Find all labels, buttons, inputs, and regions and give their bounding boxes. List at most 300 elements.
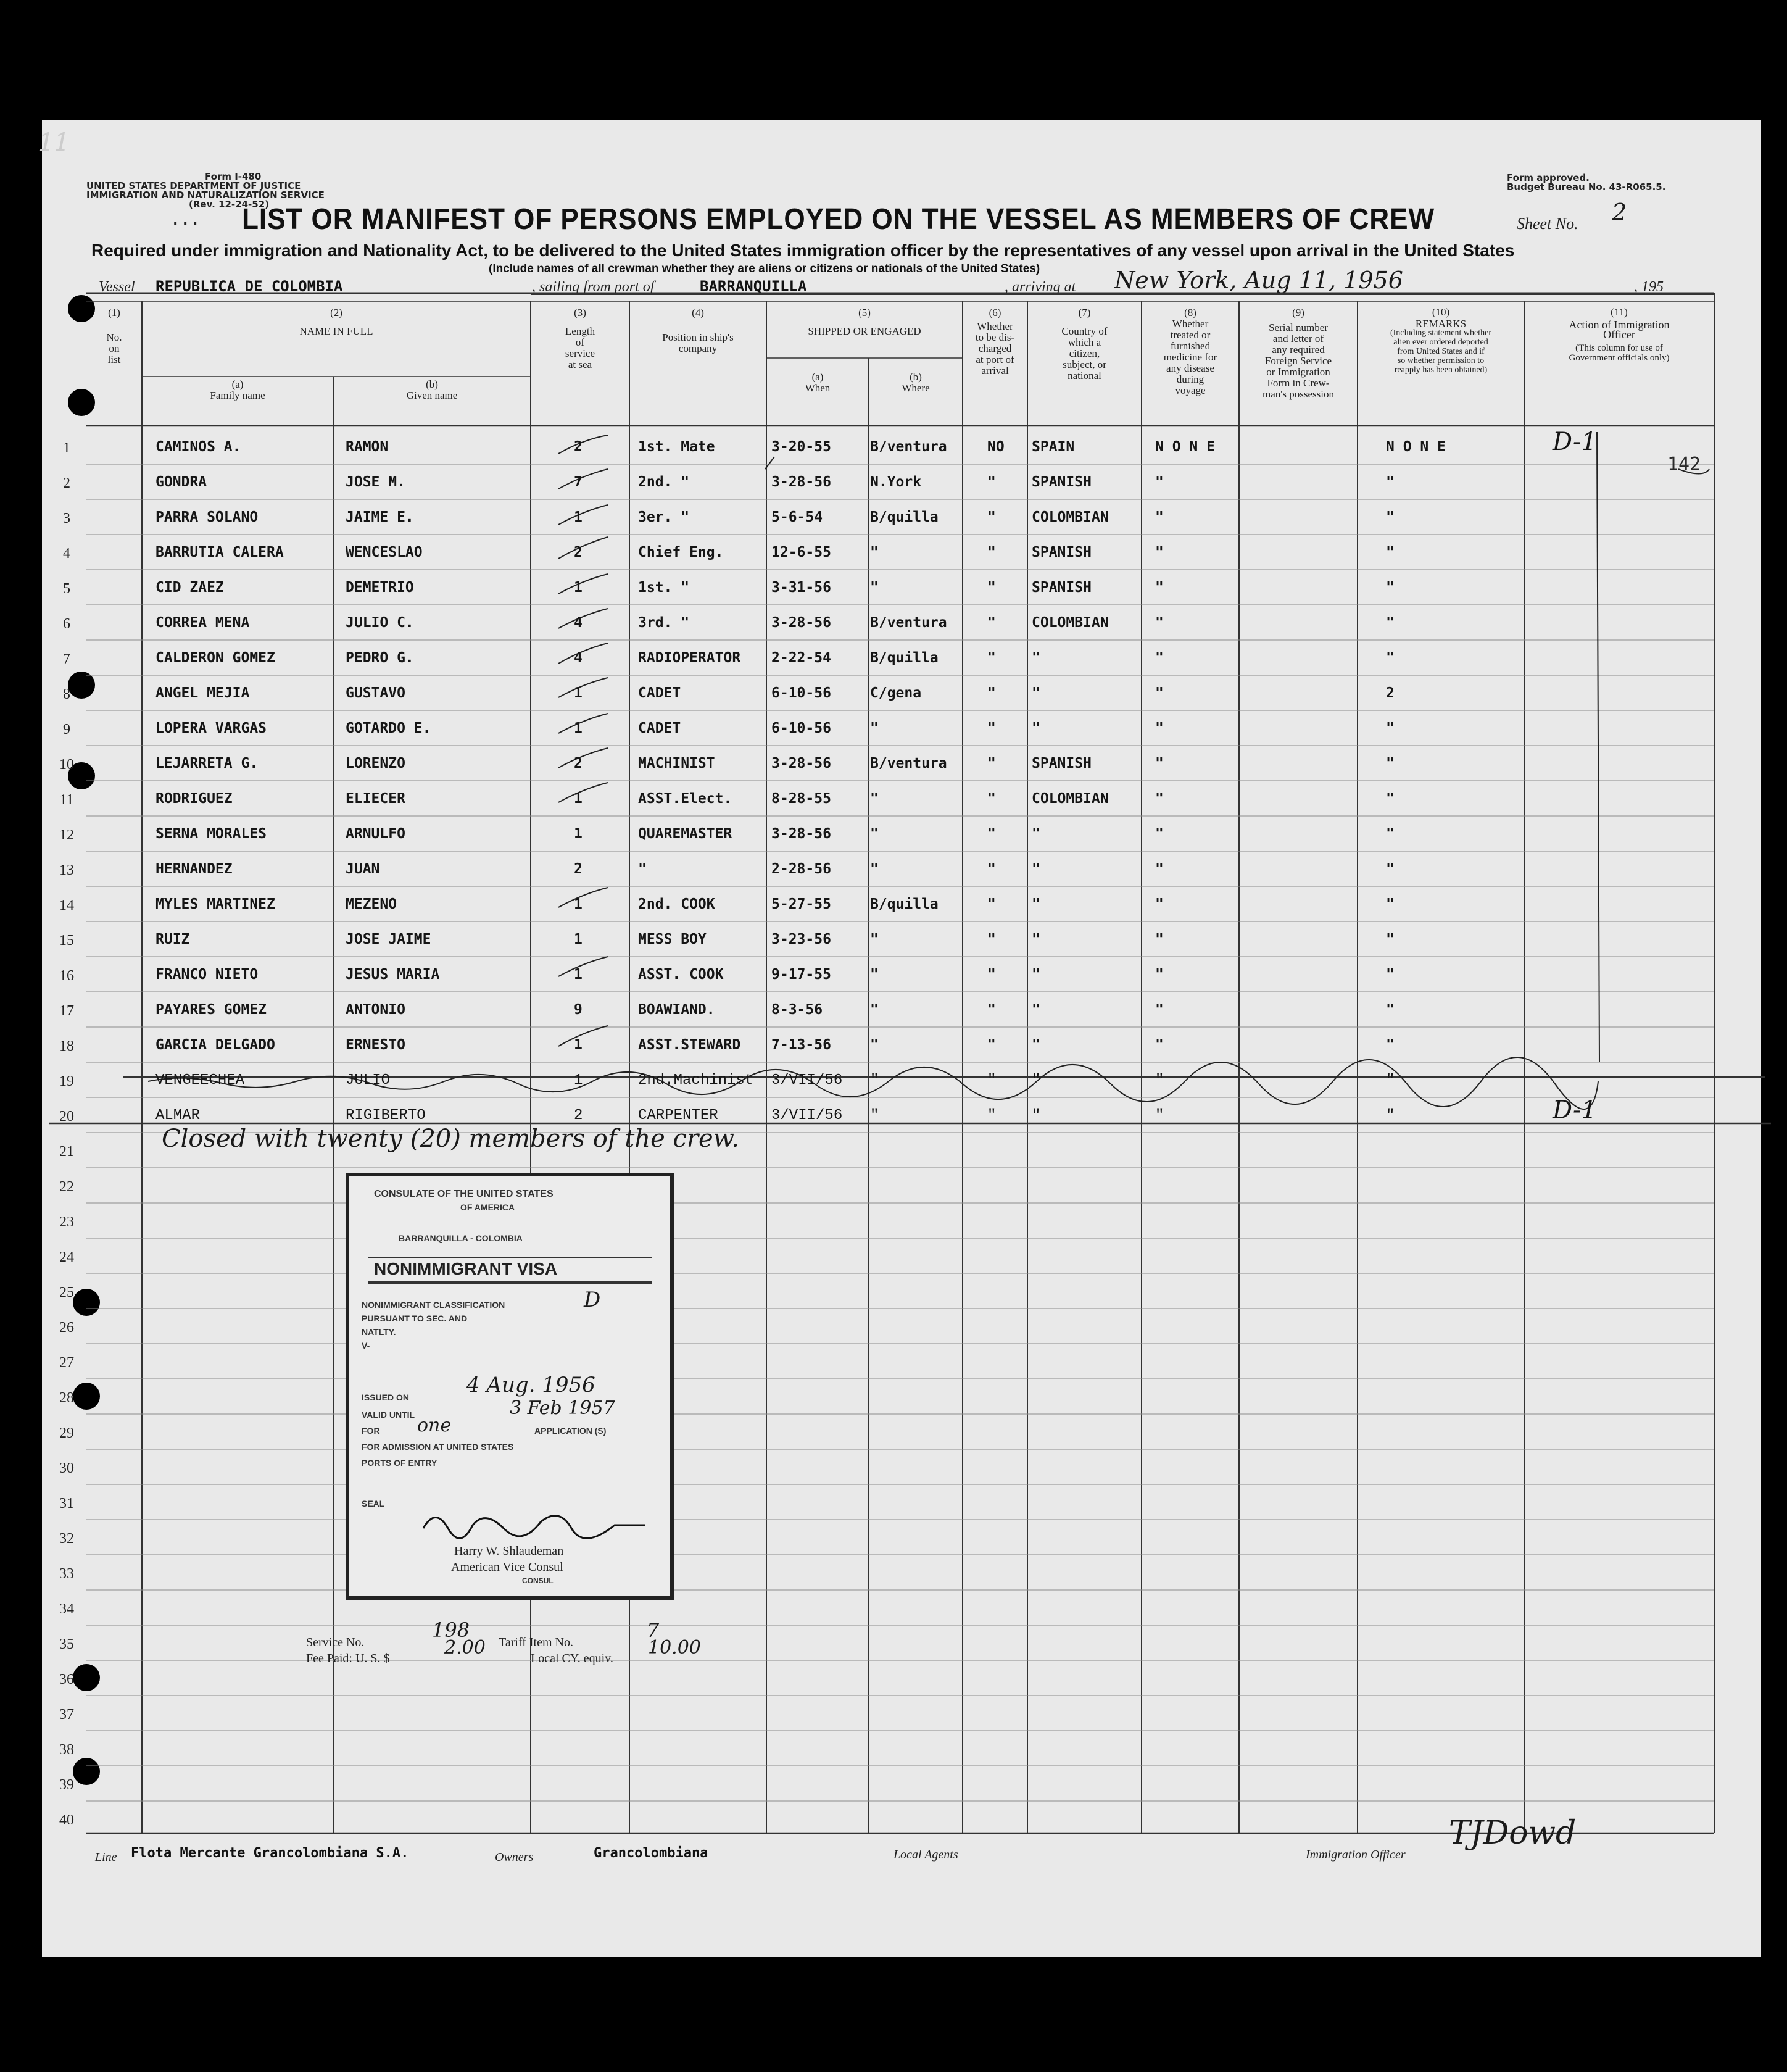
discharged-cell: "	[987, 1002, 996, 1018]
discharged-cell: "	[987, 791, 996, 807]
local-value: 10.00	[648, 1637, 701, 1658]
remarks-cell: "	[1386, 1002, 1395, 1018]
remarks-cell: "	[1386, 544, 1395, 560]
immigration-action-cell: D-1	[1553, 1096, 1597, 1125]
year-label: , 195	[1634, 279, 1664, 295]
country-cell: SPANISH	[1032, 474, 1092, 490]
family-name-cell: ALMAR	[155, 1107, 201, 1124]
position-cell: ASST.Elect.	[638, 791, 732, 807]
service-length-cell: 1	[574, 1072, 583, 1089]
discharged-cell: "	[987, 967, 996, 983]
position-cell: ASST.STEWARD	[638, 1037, 741, 1053]
col-5-header: (5) SHIPPED OR ENGAGED	[808, 307, 921, 337]
remarks-cell: "	[1386, 474, 1395, 490]
discharged-cell: "	[987, 826, 996, 842]
shipped-when-cell: 5-6-54	[771, 509, 823, 525]
issued-value: 4 Aug. 1956	[466, 1373, 595, 1397]
shipped-when-cell: 6-10-56	[771, 720, 831, 736]
shipped-when-cell: 3/VII/56	[771, 1107, 843, 1124]
pursuant-label: PURSUANT TO SEC. AND	[362, 1313, 468, 1323]
treated-cell: "	[1155, 615, 1164, 631]
position-cell: CADET	[638, 720, 681, 736]
remarks-cell: 2	[1386, 685, 1395, 701]
treated-cell: "	[1155, 1037, 1164, 1053]
agency-line-3: (Rev. 12-24-52)	[189, 199, 269, 210]
col-3-header: (3) Length of service at sea	[565, 307, 595, 370]
row-number: 16	[59, 968, 74, 984]
treated-cell: "	[1155, 650, 1164, 666]
family-name-cell: PAYARES GOMEZ	[155, 1002, 267, 1018]
given-name-cell: RIGIBERTO	[346, 1107, 426, 1124]
v-label: V-	[362, 1341, 370, 1350]
family-name-cell: HERNANDEZ	[155, 861, 233, 877]
remarks-cell: "	[1386, 1037, 1395, 1053]
treated-cell: "	[1155, 931, 1164, 947]
shipped-where-cell: B/ventura	[870, 615, 947, 631]
position-cell: Chief Eng.	[638, 544, 724, 560]
row-number: 6	[63, 616, 70, 632]
discharged-cell: "	[987, 685, 996, 701]
row-number: 11	[59, 792, 74, 808]
discharged-cell: "	[987, 755, 996, 772]
agency-line-2: IMMIGRATION AND NATURALIZATION SERVICE	[86, 189, 325, 201]
country-cell: "	[1032, 685, 1040, 701]
line-value: Flota Mercante Grancolombiana S.A.	[131, 1845, 409, 1861]
given-name-cell: JULIO C.	[346, 615, 414, 631]
arriving-value: New York, Aug 11, 1956	[1114, 267, 1403, 294]
row-number: 5	[63, 581, 70, 597]
remarks-cell: N O N E	[1386, 439, 1446, 455]
shipped-where-cell: "	[870, 931, 879, 947]
row-number: 26	[59, 1320, 74, 1336]
col-2-header: (2) NAME IN FULL	[299, 307, 373, 337]
country-cell: COLOMBIAN	[1032, 509, 1109, 525]
family-name-cell: MYLES MARTINEZ	[155, 896, 275, 912]
treated-cell: "	[1155, 580, 1164, 596]
service-length-cell: 1	[574, 791, 583, 807]
valid-value: 3 Feb 1957	[510, 1397, 615, 1419]
col-1-header: (1) No. on list	[106, 307, 122, 365]
given-name-cell: JESUS MARIA	[346, 967, 440, 983]
row-number: 29	[59, 1425, 74, 1441]
family-name-cell: CAMINOS A.	[155, 439, 241, 455]
service-length-cell: 9	[574, 1002, 583, 1018]
row-number: 28	[59, 1390, 74, 1406]
country-cell: "	[1032, 861, 1040, 877]
row-number: 7	[63, 651, 70, 667]
position-cell: CADET	[638, 685, 681, 701]
given-name-cell: JOSE M.	[346, 474, 405, 490]
shipped-where-cell: B/quilla	[870, 509, 939, 525]
row-number: 35	[59, 1636, 74, 1652]
remarks-cell: "	[1386, 615, 1395, 631]
consul-small: CONSUL	[522, 1576, 554, 1585]
seal-label: SEAL	[362, 1499, 385, 1508]
row-number: 25	[59, 1284, 74, 1300]
arriving-label: , arriving at	[1005, 279, 1076, 295]
service-length-cell: 7	[574, 474, 583, 490]
service-length-cell: 2	[574, 1107, 583, 1124]
fee-value: 2.00	[444, 1637, 486, 1658]
discharged-cell: NO	[987, 439, 1005, 455]
row-number: 15	[59, 933, 74, 949]
discharged-cell: "	[987, 720, 996, 736]
discharged-cell: "	[987, 615, 996, 631]
service-length-cell: 2	[574, 861, 583, 877]
col-6-header: (6) Whether to be dis- charged at port of arrival	[975, 307, 1015, 377]
country-cell: SPANISH	[1032, 755, 1092, 772]
remarks-cell: "	[1386, 755, 1395, 772]
treated-cell: "	[1155, 474, 1164, 490]
shipped-where-cell: "	[870, 1072, 879, 1089]
service-length-cell: 1	[574, 1037, 583, 1053]
remarks-cell: "	[1386, 896, 1395, 912]
treated-cell: "	[1155, 826, 1164, 842]
col-2b-header: (b) Given name	[406, 378, 458, 401]
country-cell: COLOMBIAN	[1032, 791, 1109, 807]
shipped-when-cell: 3-28-56	[771, 826, 831, 842]
given-name-cell: ERNESTO	[346, 1037, 405, 1053]
vessel-label: Vessel	[99, 279, 135, 295]
shipped-when-cell: 5-27-55	[771, 896, 831, 912]
consulate-stamp	[346, 1173, 674, 1600]
position-cell: 2nd. "	[638, 474, 690, 490]
family-name-cell: RUIZ	[155, 931, 190, 947]
family-name-cell: RODRIGUEZ	[155, 791, 233, 807]
approval-line-1: Form approved.	[1507, 172, 1590, 183]
row-number: 40	[59, 1812, 74, 1828]
shipped-when-cell: 6-10-56	[771, 685, 831, 701]
agents-label: Local Agents	[894, 1848, 958, 1862]
family-name-cell: PARRA SOLANO	[155, 509, 259, 525]
shipped-where-cell: "	[870, 791, 879, 807]
given-name-cell: MEZENO	[346, 896, 397, 912]
col-9-header: (9) Serial number and letter of any required Foreign Service or Immigration Form in Crew- man's possession	[1263, 307, 1334, 400]
valid-label: VALID UNTIL	[362, 1410, 415, 1420]
position-cell: "	[638, 861, 647, 877]
row-number: 14	[59, 897, 74, 913]
col-5b-header: (b) Where	[902, 371, 930, 394]
side-number: 142	[1667, 454, 1701, 475]
consul-name: Harry W. Shlaudeman	[454, 1544, 564, 1558]
treated-cell: "	[1155, 544, 1164, 560]
col-8-header: (8) Whether treated or furnished medicine for any disease during voyage	[1163, 307, 1217, 396]
treated-cell: "	[1155, 1072, 1164, 1089]
given-name-cell: ANTONIO	[346, 1002, 405, 1018]
admission-label: FOR ADMISSION AT UNITED STATES	[362, 1442, 514, 1452]
given-name-cell: GUSTAVO	[346, 685, 405, 701]
owners-value: Grancolombiana	[594, 1845, 708, 1861]
position-cell: QUAREMASTER	[638, 826, 732, 842]
given-name-cell: JULIO	[346, 1072, 391, 1089]
treated-cell: "	[1155, 967, 1164, 983]
stamp-line-2: OF AMERICA	[460, 1202, 515, 1212]
service-length-cell: 2	[574, 544, 583, 560]
discharged-cell: "	[987, 1037, 996, 1053]
owners-label: Owners	[495, 1850, 534, 1864]
service-length-cell: 1	[574, 896, 583, 912]
closing-note: Closed with twenty (20) members of the crew.	[162, 1125, 739, 1153]
shipped-where-cell: "	[870, 544, 879, 560]
country-cell: SPANISH	[1032, 544, 1092, 560]
remarks-cell: "	[1386, 791, 1395, 807]
position-cell: RADIOPERATOR	[638, 650, 741, 666]
remarks-cell: "	[1386, 580, 1395, 596]
family-name-cell: GONDRA	[155, 474, 207, 490]
visa-title: NONIMMIGRANT VISA	[374, 1259, 558, 1278]
family-name-cell: FRANCO NIETO	[155, 967, 259, 983]
col-5a-header: (a) When	[805, 371, 831, 394]
given-name-cell: GOTARDO E.	[346, 720, 431, 736]
given-name-cell: ARNULFO	[346, 826, 405, 842]
discharged-cell: "	[987, 544, 996, 560]
consul-title: American Vice Consul	[451, 1560, 563, 1574]
treated-cell: "	[1155, 720, 1164, 736]
given-name-cell: PEDRO G.	[346, 650, 414, 666]
country-cell: "	[1032, 650, 1040, 666]
country-cell: "	[1032, 896, 1040, 912]
row-number: 3	[63, 510, 70, 526]
remarks-cell: "	[1386, 861, 1395, 877]
treated-cell: "	[1155, 685, 1164, 701]
natlty-label: NATLTY.	[362, 1327, 396, 1337]
given-name-cell: DEMETRIO	[346, 580, 414, 596]
row-number: 2	[63, 475, 70, 491]
family-name-cell: CORREA MENA	[155, 615, 250, 631]
row-number: 17	[59, 1003, 74, 1019]
country-cell: SPANISH	[1032, 580, 1092, 596]
row-number: 12	[59, 827, 74, 843]
service-length-cell: 1	[574, 580, 583, 596]
row-number: 20	[59, 1109, 74, 1125]
service-length-cell: 1	[574, 685, 583, 701]
country-cell: "	[1032, 1107, 1041, 1124]
service-length-cell: 1	[574, 720, 583, 736]
service-length-cell: 2	[574, 439, 583, 455]
shipped-when-cell: 3-28-56	[771, 755, 831, 772]
service-length-cell: 2	[574, 755, 583, 772]
row-number: 37	[59, 1707, 74, 1723]
row-number: 23	[59, 1214, 74, 1230]
position-cell: ASST. COOK	[638, 967, 724, 983]
position-cell: BOAWIAND.	[638, 1002, 715, 1018]
row-number: 4	[63, 546, 70, 562]
stamp-line-1: CONSULATE OF THE UNITED STATES	[374, 1189, 554, 1199]
shipped-when-cell: 3-31-56	[771, 580, 831, 596]
shipped-when-cell: 2-28-56	[771, 861, 831, 877]
country-cell: "	[1032, 720, 1040, 736]
subtitle-2: (Include names of all crewman whether they are aliens or citizens or nationals of the United States)	[489, 262, 1040, 275]
local-label: Local CY. equiv.	[531, 1652, 613, 1665]
shipped-where-cell: C/gena	[870, 685, 922, 701]
given-name-cell: LORENZO	[346, 755, 405, 772]
col-10-header: (10) REMARKS (Including statement whether alien ever ordered deported from United States and if so whether permission to reapply has been obtained)	[1390, 306, 1492, 375]
class-label: NONIMMIGRANT CLASSIFICATION	[362, 1300, 505, 1310]
row-number: 21	[59, 1144, 74, 1160]
country-cell: "	[1032, 1037, 1040, 1053]
shipped-when-cell: 8-3-56	[771, 1002, 823, 1018]
officer-signature: TJDowd	[1449, 1815, 1577, 1852]
sailing-port: BARRANQUILLA	[700, 278, 807, 295]
family-name-cell: SERNA MORALES	[155, 826, 267, 842]
issued-label: ISSUED ON	[362, 1392, 410, 1402]
family-name-cell: VENGEECHEA	[155, 1072, 245, 1089]
shipped-where-cell: "	[870, 1037, 879, 1053]
position-cell: 2nd.Machinist	[638, 1072, 754, 1089]
country-cell: SPAIN	[1032, 439, 1075, 455]
discharged-cell: "	[987, 474, 996, 490]
row-number: 32	[59, 1531, 74, 1547]
shipped-where-cell: "	[870, 1002, 879, 1018]
remarks-cell: "	[1386, 1072, 1395, 1089]
discharged-cell: "	[987, 931, 996, 947]
service-length-cell: 1	[574, 826, 583, 842]
position-cell: CARPENTER	[638, 1107, 718, 1124]
family-name-cell: CALDERON GOMEZ	[155, 650, 275, 666]
shipped-when-cell: 12-6-55	[771, 544, 831, 560]
remarks-cell: "	[1386, 1107, 1395, 1124]
treated-cell: "	[1155, 1107, 1164, 1124]
family-name-cell: ANGEL MEJIA	[155, 685, 250, 701]
row-number: 22	[59, 1179, 74, 1195]
sailing-label: , sailing from port of	[532, 279, 655, 295]
position-cell: 3rd. "	[638, 615, 690, 631]
shipped-when-cell: 8-28-55	[771, 791, 831, 807]
family-name-cell: CID ZAEZ	[155, 580, 224, 596]
remarks-cell: "	[1386, 650, 1395, 666]
family-name-cell: LEJARRETA G.	[155, 755, 259, 772]
shipped-where-cell: N.York	[870, 474, 922, 490]
position-cell: 1st. "	[638, 580, 690, 596]
discharged-cell: "	[987, 896, 996, 912]
agency-line-1: UNITED STATES DEPARTMENT OF JUSTICE	[86, 180, 301, 191]
for-label: FOR	[362, 1426, 380, 1436]
col-4-header: (4) Position in ship's company	[662, 307, 734, 354]
row-number: 33	[59, 1566, 74, 1582]
family-name-cell: GARCIA DELGADO	[155, 1037, 275, 1053]
country-cell: "	[1032, 1072, 1041, 1089]
shipped-when-cell: 9-17-55	[771, 967, 831, 983]
col-7-header: (7) Country of which a citizen, subject, or national	[1061, 307, 1108, 381]
row-number: 18	[59, 1038, 74, 1054]
country-cell: COLOMBIAN	[1032, 615, 1109, 631]
given-name-cell: JUAN	[346, 861, 380, 877]
treated-cell: "	[1155, 861, 1164, 877]
position-cell: 3er. "	[638, 509, 690, 525]
shipped-when-cell: 3-20-55	[771, 439, 831, 455]
shipped-where-cell: "	[870, 967, 879, 983]
approval-line-2: Budget Bureau No. 43-R065.5.	[1507, 181, 1666, 193]
tariff-value: 7	[647, 1618, 660, 1642]
service-length-cell: 1	[574, 509, 583, 525]
ports-label: PORTS OF ENTRY	[362, 1458, 437, 1468]
page-title: LIST OR MANIFEST OF PERSONS EMPLOYED ON THE VESSEL AS MEMBERS OF CREW	[242, 203, 1435, 236]
service-length-cell: 1	[574, 931, 583, 947]
subtitle: Required under immigration and Nationality Act, to be delivered to the United States immigration officer by the representatives of any vessel upon arrival in the United States	[91, 241, 1515, 260]
shipped-where-cell: "	[870, 861, 879, 877]
treated-cell: N O N E	[1155, 439, 1215, 455]
treated-cell: "	[1155, 896, 1164, 912]
row-number: 8	[63, 686, 70, 702]
given-name-cell: WENCESLAO	[346, 544, 423, 560]
shipped-when-cell: 3/VII/56	[771, 1072, 843, 1089]
class-value: D	[584, 1288, 601, 1312]
fee-label: Fee Paid: U. S. $	[306, 1652, 390, 1665]
vessel-name: REPUBLICA DE COLOMBIA	[155, 278, 343, 295]
row-number: 39	[59, 1777, 74, 1793]
row-number: 9	[63, 722, 70, 738]
discharged-cell: "	[987, 1107, 997, 1124]
row-number: 10	[59, 757, 74, 773]
margin-mark: 11	[38, 128, 70, 157]
position-cell: 1st. Mate	[638, 439, 715, 455]
treated-cell: "	[1155, 1002, 1164, 1018]
country-cell: "	[1032, 826, 1040, 842]
family-name-cell: BARRUTIA CALERA	[155, 544, 284, 560]
discharged-cell: "	[987, 1072, 997, 1089]
given-name-cell: ELIECER	[346, 791, 405, 807]
col-2a-header: (a) Family name	[210, 378, 265, 401]
shipped-when-cell: 2-22-54	[771, 650, 831, 666]
service-length-cell: 4	[574, 650, 583, 666]
row-number: 31	[59, 1496, 74, 1512]
family-name-cell: LOPERA VARGAS	[155, 720, 267, 736]
stamp-line-3: BARRANQUILLA - COLOMBIA	[399, 1233, 523, 1243]
position-cell: MESS BOY	[638, 931, 707, 947]
application-label: APPLICATION (S)	[534, 1426, 607, 1436]
row-number: 24	[59, 1249, 74, 1265]
shipped-where-cell: B/quilla	[870, 650, 939, 666]
shipped-where-cell: "	[870, 1107, 879, 1124]
row-number: 34	[59, 1601, 74, 1617]
shipped-where-cell: B/ventura	[870, 755, 947, 772]
row-number: 38	[59, 1742, 74, 1758]
country-cell: "	[1032, 931, 1040, 947]
shipped-when-cell: 3-23-56	[771, 931, 831, 947]
discharged-cell: "	[987, 509, 996, 525]
line-label: Line	[95, 1850, 117, 1864]
row-number: 19	[59, 1073, 74, 1089]
officer-label: Immigration Officer	[1306, 1848, 1406, 1862]
row-number: 1	[63, 440, 70, 456]
service-no-label: Service No.	[306, 1636, 365, 1649]
dots: . . .	[173, 213, 198, 228]
form-id: Form I-480	[205, 171, 262, 182]
sheet-no-value: 2	[1612, 199, 1627, 226]
position-cell: MACHINIST	[638, 755, 715, 772]
col-11-header: (11) Action of Immigration Officer (This column for use of Government officials only)	[1569, 306, 1670, 363]
row-number: 13	[59, 862, 74, 878]
tariff-label: Tariff Item No.	[499, 1636, 573, 1649]
remarks-cell: "	[1386, 931, 1395, 947]
service-length-cell: 4	[574, 615, 583, 631]
row-number: 27	[59, 1355, 74, 1371]
treated-cell: "	[1155, 755, 1164, 772]
shipped-when-cell: 3-28-56	[771, 474, 831, 490]
treated-cell: "	[1155, 791, 1164, 807]
discharged-cell: "	[987, 861, 996, 877]
treated-cell: "	[1155, 509, 1164, 525]
service-no-value: 198	[432, 1618, 470, 1642]
given-name-cell: RAMON	[346, 439, 389, 455]
shipped-when-cell: 7-13-56	[771, 1037, 831, 1053]
discharged-cell: "	[987, 580, 996, 596]
immigration-action-cell: D-1	[1553, 428, 1597, 456]
shipped-where-cell: B/quilla	[870, 896, 939, 912]
country-cell: "	[1032, 1002, 1040, 1018]
shipped-where-cell: "	[870, 826, 879, 842]
discharged-cell: "	[987, 650, 996, 666]
